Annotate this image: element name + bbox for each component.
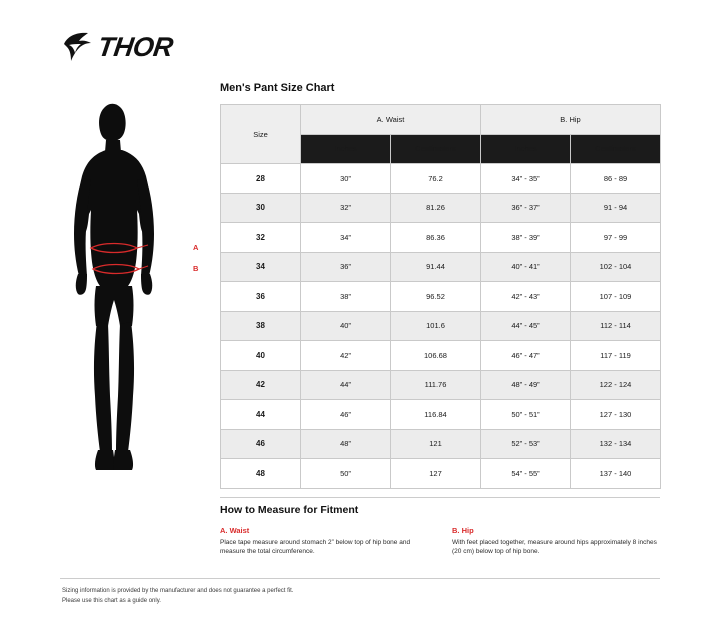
- cell-hip-inches: 34” - 35”: [481, 164, 571, 194]
- cell-waist-centimeters: 76.2: [391, 164, 481, 194]
- cell-waist-inches: 38”: [301, 282, 391, 312]
- table-row: [221, 164, 661, 194]
- howto-item-hip: [452, 526, 660, 557]
- cell-waist-inches: 34”: [301, 223, 391, 253]
- cell-size: 46: [221, 429, 301, 459]
- howto-text-waist: Place tape measure around stomach 2” below top of hip bone and measure the total circumference.: [220, 539, 411, 556]
- column-header-waist-inches: Inches: [301, 134, 391, 164]
- table-row: [221, 282, 661, 312]
- size-chart-table: [220, 104, 661, 489]
- table-head: [221, 105, 661, 164]
- body-silhouette-figure: [60, 100, 210, 480]
- howto-label-waist: A. Waist: [220, 526, 250, 535]
- brand-logo: [62, 30, 173, 64]
- cell-size: 34: [221, 252, 301, 282]
- footer-line-1: Sizing information is provided by the manufacturer and does not guarantee a perfect fit.: [62, 588, 294, 594]
- thor-helmet-icon: [62, 32, 94, 62]
- page-title: Men's Pant Size Chart: [220, 82, 335, 94]
- figure-label-b: B: [193, 264, 199, 273]
- howto-label-hip: B. Hip: [452, 526, 474, 535]
- cell-hip-centimeters: 127 - 130: [571, 400, 661, 430]
- cell-size: 42: [221, 370, 301, 400]
- brand-name: THOR: [95, 31, 175, 62]
- howto-divider: [220, 497, 660, 498]
- cell-waist-inches: 36”: [301, 252, 391, 282]
- cell-waist-inches: 48”: [301, 429, 391, 459]
- cell-size: 48: [221, 459, 301, 489]
- cell-hip-centimeters: 107 - 109: [571, 282, 661, 312]
- cell-size: 28: [221, 164, 301, 194]
- table-row: [221, 252, 661, 282]
- size-chart-table-wrapper: [220, 104, 660, 489]
- howto-text-hip: With feet placed together, measure around hips approximately 8 inches (20 cm) below top of hip bone.: [452, 539, 657, 556]
- cell-size: 30: [221, 193, 301, 223]
- column-header-waist-centimeters: Centimeters: [391, 134, 481, 164]
- cell-size: 44: [221, 400, 301, 430]
- howto-title: How to Measure for Fitment: [220, 504, 359, 516]
- column-header-hip-inches: Inches: [481, 134, 571, 164]
- cell-waist-centimeters: 116.84: [391, 400, 481, 430]
- column-header-size: Size: [221, 105, 301, 164]
- cell-hip-centimeters: 86 - 89: [571, 164, 661, 194]
- howto-item-waist: [220, 526, 428, 557]
- footer-disclaimer: [62, 586, 662, 606]
- cell-waist-centimeters: 127: [391, 459, 481, 489]
- table-row: [221, 429, 661, 459]
- cell-waist-inches: 40”: [301, 311, 391, 341]
- footer-divider: [60, 578, 660, 579]
- cell-hip-centimeters: 122 - 124: [571, 370, 661, 400]
- figure-label-a: A: [193, 243, 199, 252]
- cell-waist-centimeters: 91.44: [391, 252, 481, 282]
- cell-hip-centimeters: 112 - 114: [571, 311, 661, 341]
- cell-hip-inches: 48” - 49”: [481, 370, 571, 400]
- cell-waist-centimeters: 81.26: [391, 193, 481, 223]
- table-row: [221, 370, 661, 400]
- table-group-header-row: [221, 105, 661, 135]
- cell-hip-inches: 36” - 37”: [481, 193, 571, 223]
- cell-hip-inches: 40” - 41”: [481, 252, 571, 282]
- table-row: [221, 459, 661, 489]
- cell-waist-centimeters: 106.68: [391, 341, 481, 371]
- cell-size: 36: [221, 282, 301, 312]
- cell-size: 32: [221, 223, 301, 253]
- cell-waist-inches: 44”: [301, 370, 391, 400]
- column-group-header-hip: B. Hip: [481, 105, 661, 135]
- cell-hip-centimeters: 117 - 119: [571, 341, 661, 371]
- cell-hip-inches: 44” - 45”: [481, 311, 571, 341]
- howto-section: [220, 504, 660, 557]
- cell-hip-centimeters: 91 - 94: [571, 193, 661, 223]
- cell-size: 40: [221, 341, 301, 371]
- cell-waist-centimeters: 101.6: [391, 311, 481, 341]
- footer-line-2: Please use this chart as a guide only.: [62, 598, 161, 605]
- table-row: [221, 193, 661, 223]
- cell-waist-inches: 46”: [301, 400, 391, 430]
- cell-waist-centimeters: 121: [391, 429, 481, 459]
- cell-hip-inches: 46” - 47”: [481, 341, 571, 371]
- cell-size: 38: [221, 311, 301, 341]
- cell-hip-inches: 52” - 53”: [481, 429, 571, 459]
- cell-waist-centimeters: 111.76: [391, 370, 481, 400]
- cell-waist-centimeters: 96.52: [391, 282, 481, 312]
- cell-waist-inches: 30”: [301, 164, 391, 194]
- cell-hip-inches: 42” - 43”: [481, 282, 571, 312]
- cell-waist-centimeters: 86.36: [391, 223, 481, 253]
- cell-waist-inches: 42”: [301, 341, 391, 371]
- table-row: [221, 341, 661, 371]
- cell-hip-centimeters: 102 - 104: [571, 252, 661, 282]
- table-row: [221, 311, 661, 341]
- cell-hip-centimeters: 132 - 134: [571, 429, 661, 459]
- table-row: [221, 400, 661, 430]
- cell-hip-centimeters: 137 - 140: [571, 459, 661, 489]
- table-row: [221, 223, 661, 253]
- cell-waist-inches: 32”: [301, 193, 391, 223]
- table-body: [221, 164, 661, 489]
- cell-hip-centimeters: 97 - 99: [571, 223, 661, 253]
- column-group-header-waist: A. Waist: [301, 105, 481, 135]
- cell-hip-inches: 54” - 55”: [481, 459, 571, 489]
- cell-waist-inches: 50”: [301, 459, 391, 489]
- cell-hip-inches: 50” - 51”: [481, 400, 571, 430]
- column-header-hip-centimeters: Centimeters: [571, 134, 661, 164]
- cell-hip-inches: 38” - 39”: [481, 223, 571, 253]
